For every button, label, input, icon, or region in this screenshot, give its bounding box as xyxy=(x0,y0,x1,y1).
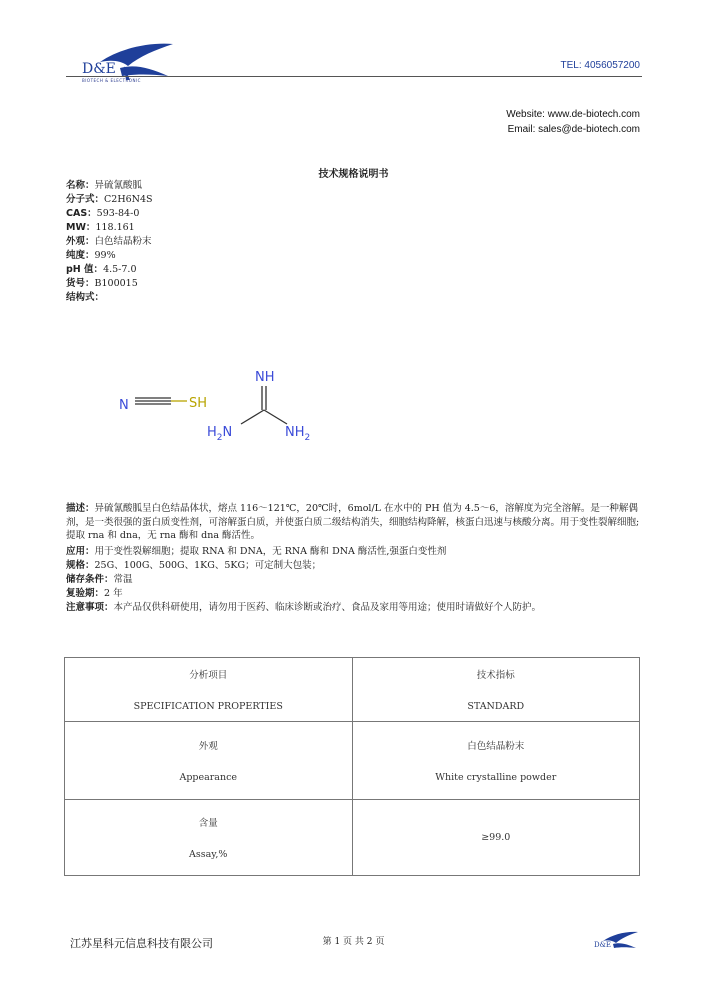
table-header-row xyxy=(65,658,640,722)
atom-n: N xyxy=(119,398,129,413)
storage: 储存条件：常温 xyxy=(66,574,133,585)
svg-text:D&E: D&E xyxy=(82,61,116,77)
chemical-structure xyxy=(115,362,335,452)
page-number: 第 1 页 共 2 页 xyxy=(322,937,385,947)
document-title: 技术规格说明书 xyxy=(318,169,389,180)
footer-logo xyxy=(593,930,639,954)
atom-h2n: $H_2N$ xyxy=(207,425,233,443)
field-formula: 分子式：C2H6N4S xyxy=(66,194,153,205)
svg-text:D&E: D&E xyxy=(594,941,611,949)
field-ph: pH 值：4.5-7.0 xyxy=(66,264,137,275)
row-standard: ≥99.0 xyxy=(352,800,640,876)
field-cas: CAS：593-84-0 xyxy=(66,208,140,219)
spec-table xyxy=(64,657,640,876)
table-row xyxy=(65,800,640,876)
contact-email: Email: sales@de-biotech.com xyxy=(507,124,640,135)
row-item: 含量 Assay,% xyxy=(65,800,353,876)
table-row xyxy=(65,722,640,800)
field-name: 名称：异硫氰酸胍 xyxy=(66,180,143,191)
header-divider xyxy=(66,76,642,77)
field-purity: 纯度：99% xyxy=(66,250,116,261)
atom-nh2: $NH_2$ xyxy=(285,425,311,443)
header-standard: 技术指标 STANDARD xyxy=(352,658,640,722)
field-appearance: 外观：白色结晶粉末 xyxy=(66,236,152,247)
footer-company: 江苏星科元信息科技有限公司 xyxy=(70,937,213,950)
telephone: TEL: 4056057200 xyxy=(560,60,640,71)
notice: 注意事项：本产品仅供科研使用，请勿用于医药、临床诊断或治疗、食品及家用等用途；使用时请做好个人防护。 xyxy=(66,602,542,613)
header-item: 分析项目 SPECIFICATION PROPERTIES xyxy=(65,658,353,722)
row-standard: 白色结晶粉末 White crystalline powder xyxy=(352,722,640,800)
field-structure: 结构式： xyxy=(66,292,105,303)
application: 应用：用于变性裂解细胞；提取 RNA 和 DNA，无 RNA 酶和 DNA 酶活性,强蛋白变性剂 xyxy=(66,546,447,557)
row-item: 外观 Appearance xyxy=(65,722,353,800)
contact-website: Website: www.de-biotech.com xyxy=(506,109,640,120)
atom-nh: NH xyxy=(255,370,275,385)
field-mw: MW：118.161 xyxy=(66,222,135,233)
atom-sh: SH xyxy=(189,396,208,411)
logo-subtext: BIOTECH & ELECTRONIC xyxy=(82,78,141,83)
retest-period: 复验期：2 年 xyxy=(66,588,123,599)
specification: 规格：25G、100G、500G、1KG、5KG；可定制大包装； xyxy=(66,560,322,571)
description: 描述：异硫氰酸胍呈白色结晶体状，熔点 116～121℃，20℃时，6mol/L 在水中的 PH 值为 4.5～6，溶解度为完全溶解。是一种解偶剂，是一类很强的蛋白质变性剂，可溶解蛋白质，并使蛋白质二级结构消失，细胞结构降解，核蛋白迅速与核酸分离。用于变性裂解细胞;提取 rna 和 dna，无 rna 酶和 dna 酶活性。 xyxy=(66,503,640,541)
field-catalog: 货号：B100015 xyxy=(66,278,138,289)
